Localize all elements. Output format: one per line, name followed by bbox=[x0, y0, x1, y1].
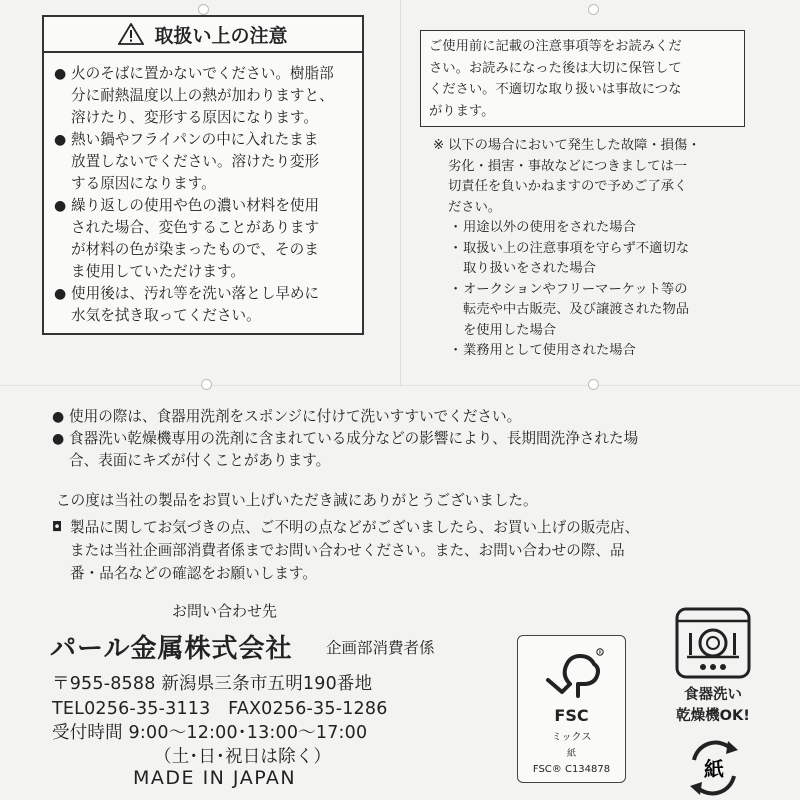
dishwasher-icon bbox=[675, 607, 751, 679]
text-line: が材料の色が染まったもので、そのま bbox=[71, 241, 319, 258]
text-line: 水気を拭き取ってください。 bbox=[71, 307, 261, 324]
contact-heading: お問い合わせ先 bbox=[172, 602, 278, 620]
inquiry-row bbox=[52, 516, 762, 585]
text-line: 取り扱いをされた場合 bbox=[463, 261, 596, 276]
text-line: 繰り返しの使用や色の濃い材料を使用 bbox=[71, 197, 320, 214]
notice-line: さい。お読みになった後は大切に保管して bbox=[429, 60, 682, 76]
disclaimer-item bbox=[433, 280, 753, 342]
text-line: オークションやフリーマーケット等の bbox=[463, 281, 688, 297]
disclaimer-intro-text bbox=[448, 136, 701, 218]
text-line: 放置しないでください。溶けたり変形 bbox=[71, 153, 320, 170]
usage-item bbox=[52, 428, 752, 472]
usage-item-text bbox=[69, 428, 638, 472]
disclaimer-item bbox=[433, 239, 753, 280]
text-line: 溶けたり、変形する原因になります。 bbox=[71, 109, 318, 126]
company-name: パール金属株式会社 bbox=[50, 634, 293, 664]
made-in-label: MADE IN JAPAN bbox=[133, 767, 297, 789]
notice-line: ください。不適切な取り扱いは事故につな bbox=[429, 82, 682, 97]
inquiry-note bbox=[52, 516, 762, 585]
fsc-category: ミックス bbox=[551, 732, 592, 743]
paper-recycle-icon bbox=[684, 738, 744, 798]
svg-text:R: R bbox=[598, 651, 602, 656]
disclaimer-item-text bbox=[463, 218, 636, 239]
dot-mark: ・ bbox=[449, 240, 463, 256]
bullet-icon: ● bbox=[54, 132, 67, 148]
dishwasher-label-2: 乾燥機OK! bbox=[676, 708, 750, 724]
company-phone: TEL0256-35-3113 FAX0256-35-1286 bbox=[52, 699, 388, 719]
bullet-icon: ● bbox=[54, 286, 67, 302]
text-line: 劣化・損害・事故などにつきましては一 bbox=[448, 158, 688, 174]
fsc-tree-icon bbox=[540, 646, 606, 704]
text-line: 取扱い上の注意事項を守らず不適切な bbox=[463, 240, 690, 256]
caution-item bbox=[54, 63, 354, 129]
inquiry-text bbox=[70, 516, 639, 585]
fold-line-horizontal bbox=[0, 385, 800, 386]
caution-title: 取扱い上の注意 bbox=[154, 24, 288, 47]
inquiry-mark-icon: ◘ bbox=[52, 520, 63, 535]
text-line: 転売や中古販売、及び譲渡された物品 bbox=[463, 302, 690, 317]
disclaimer-intro bbox=[433, 136, 753, 218]
usage-item-text bbox=[69, 406, 521, 428]
dot-mark: ・ bbox=[449, 343, 463, 358]
text-line: 火のそばに置かないでください。樹脂部 bbox=[71, 65, 334, 82]
punch-hole bbox=[198, 4, 209, 15]
disclaimer-item bbox=[433, 341, 753, 362]
bullet-icon: ● bbox=[52, 431, 65, 447]
usage-notes bbox=[52, 406, 752, 472]
punch-hole bbox=[588, 379, 599, 390]
reference-mark: ※ bbox=[433, 138, 445, 153]
caution-item-text bbox=[71, 283, 319, 327]
caution-item-text bbox=[71, 63, 334, 129]
text-line: 使用の際は、食器用洗剤をスポンジに付けて洗いすすいでください。 bbox=[69, 408, 522, 425]
text-line: 製品に関してお気づきの点、ご不明の点などがございましたら、お買い上げの販売店、 bbox=[70, 519, 640, 536]
text-line: 以下の場合において発生した故障・損傷・ bbox=[448, 138, 701, 153]
text-line: 使用後は、汚れ等を洗い落とし早めに bbox=[71, 285, 320, 302]
caution-box bbox=[42, 15, 364, 335]
caution-item bbox=[54, 195, 354, 283]
holidays-note: （土･日･祝日は除く） bbox=[154, 747, 332, 767]
dot-mark: ・ bbox=[449, 281, 463, 297]
dot-mark: ・ bbox=[449, 220, 463, 235]
text-line: 分に耐熱温度以上の熱が加わりますと、 bbox=[71, 87, 334, 104]
company-address: 〒955-8588 新潟県三条市五明190番地 bbox=[52, 674, 373, 694]
bullet-icon: ● bbox=[54, 198, 67, 214]
disclaimer-item-text bbox=[463, 341, 636, 362]
text-line: ま使用していただけます。 bbox=[71, 263, 245, 280]
caution-header bbox=[44, 17, 362, 53]
punch-hole bbox=[588, 4, 599, 15]
warning-icon bbox=[118, 23, 144, 45]
notice-line: ご使用前に記載の注意事項等をお読みくだ bbox=[429, 39, 682, 54]
caution-item-text bbox=[71, 129, 319, 195]
text-line: 用途以外の使用をされた場合 bbox=[463, 220, 636, 235]
text-line: 業務用として使用された場合 bbox=[463, 343, 636, 358]
caution-item-text bbox=[71, 195, 319, 283]
text-line: または当社企画部消費者係までお問い合わせください。また、お問い合わせの際、品 bbox=[70, 542, 625, 559]
caution-item bbox=[54, 129, 354, 195]
fold-line-vertical bbox=[400, 0, 401, 385]
text-line: ださい。 bbox=[448, 199, 502, 215]
text-line: 合、表面にキズが付くことがあります。 bbox=[69, 452, 331, 469]
business-hours: 受付時間 9:00〜12:00･13:00〜17:00 bbox=[52, 723, 368, 743]
paper-recycle-label: 紙 bbox=[704, 757, 724, 781]
text-line: 食器洗い乾燥機専用の洗剤に含まれている成分などの影響により、長期間洗浄された場 bbox=[69, 430, 639, 447]
notice-line: がります。 bbox=[429, 103, 495, 119]
text-line: する原因になります。 bbox=[71, 175, 216, 192]
thanks-message: この度は当社の製品をお買い上げいただき誠にありがとうございました。 bbox=[56, 492, 538, 509]
text-line: を使用した場合 bbox=[463, 322, 557, 338]
fsc-label bbox=[517, 635, 626, 783]
usage-item bbox=[52, 406, 752, 428]
text-line: 番・品名などの確認をお願いします。 bbox=[70, 565, 317, 582]
fsc-license: FSC® C134878 bbox=[532, 764, 611, 775]
bullet-icon: ● bbox=[52, 409, 65, 425]
dishwasher-label-1: 食器洗い bbox=[684, 687, 742, 703]
text-line: された場合、変色することがあります bbox=[71, 219, 320, 236]
disclaimer-item bbox=[433, 218, 753, 239]
caution-item bbox=[54, 283, 354, 327]
company-department: 企画部消費者係 bbox=[326, 639, 435, 657]
notice-box bbox=[420, 30, 745, 127]
caution-list bbox=[44, 53, 362, 327]
disclaimer-item-text bbox=[463, 280, 689, 342]
punch-hole bbox=[201, 379, 212, 390]
disclaimer bbox=[433, 136, 753, 362]
fsc-material: 紙 bbox=[566, 749, 576, 759]
disclaimer-item-text bbox=[463, 239, 689, 280]
fsc-brand: FSC bbox=[554, 706, 589, 725]
text-line: 切責任を負いかねますので予めご了承く bbox=[448, 179, 688, 194]
text-line: 熱い鍋やフライパンの中に入れたまま bbox=[71, 131, 319, 148]
bullet-icon: ● bbox=[54, 66, 67, 82]
